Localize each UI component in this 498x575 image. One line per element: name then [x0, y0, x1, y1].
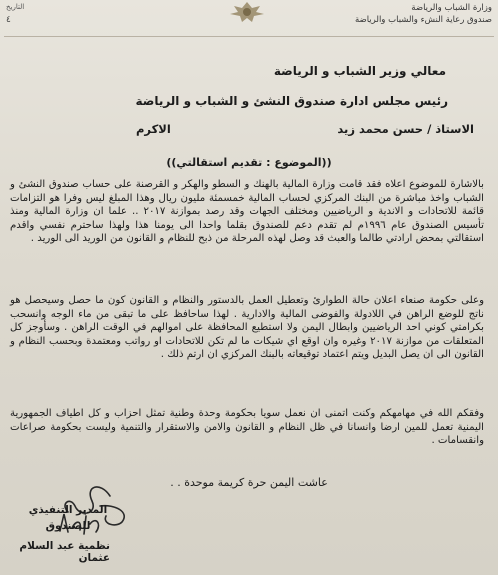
date-label: التاريخ — [6, 3, 25, 11]
letterhead-divider — [4, 36, 494, 37]
closing-line: عاشت اليمن حرة كريمة موحدة . . — [170, 476, 328, 489]
letter-subject: ((الموضوع : تقديم استقالتي)) — [166, 156, 332, 169]
ministry-line-1: وزارة الشباب والرياضة — [411, 3, 492, 13]
letterhead-ministry — [342, 2, 492, 26]
addressee-honorific: الاكرم — [136, 122, 171, 136]
reference-number: ٤ — [6, 15, 11, 25]
body-paragraph-2: وعلى حكومة صنعاء اعلان حالة الطوارئ وتعطيل العمل بالدستور والنظام و القانون كون ما حصل وسيحصل هو ناتج للوضع الراهن في اللادولة والفوضى المالية والادارية . لهذا ساحافظ على ما تبقى من ماء الوجه وانسحب بكرامتي كوني احد الرياضيين وابطال اليمن ولا استطيع المحافظة على اموالهم في الوقت الراهن . وسأوجز كل المتعلقات من موازنة ٢٠١٧ وغيره وان اوقع اي شيكات ما لم تكن للاتحادات او رواتب ومعتمدة وبحسب النظام و القانون الى ان يصل البديل ويتم اعتماد توقيعاته بالبنك المركزي ان ارتم ذلك . — [10, 295, 484, 361]
addressee-name: الاستاذ / حسن محمد زيد — [337, 122, 474, 136]
signatory-title-line-1: المدير التنفيذي — [28, 504, 108, 516]
ministry-line-2: صندوق رعاية النشء والشباب والرياضة — [354, 15, 492, 25]
eagle-emblem-icon — [212, 0, 282, 24]
body-paragraph-3: وفقكم الله في مهامهكم وكنت اتمنى ان نعمل سويا بحكومة وحدة وطنية تمثل احزاب و كل اطياف الجمهورية اليمنية تعمل للمين ارضا وانسانا في ظل النظام و القانون والامن والاستقرار والتنمية وليست بحكومة صراعات وانقسامات . — [10, 408, 484, 447]
body-paragraph-1: بالاشارة للموضوع اعلاه فقد قامت وزارة المالية بالهنك و السطو والهكر و القرصنة على حساب صندوق النشئ و الشباب واخذ مباشرة من البنك المركزي لحساب المالية خمسمئة مليون ريال وهذا المبلغ ليس وفرا هو التزامات قائمة للاتحادات و الاندية و الرياضيين ومختلف الجهات وقد رصد بموازنة ٢٠١٧ .. علما ان وزارة المالية ومنذ تأسيس الصندوق عام ١٩٩٦م لم تقدم دعم للصندوق بقلما واحدا الى يومنا هذا ولهذا ساحترم نفسي واقدم استقالتي بمحض ارادتي طالما والعبث قد وصل لهذه المرحلة من ذبح للنظام و القانون من الوريد الى الوريد . — [10, 179, 484, 245]
addressee-board-chair: رئيس مجلس ادارة صندوق النشئ و الشباب و الرياضة — [135, 94, 448, 108]
letterhead — [0, 0, 498, 44]
letterhead-date-block — [6, 2, 126, 26]
signatory-title — [18, 502, 118, 534]
addressee-minister: معالي وزير الشباب و الرياضة — [273, 64, 446, 78]
signatory-name: نظمية عبد السلام عثمان — [19, 540, 110, 564]
signatory-title-line-2: للصندوق — [45, 520, 91, 532]
